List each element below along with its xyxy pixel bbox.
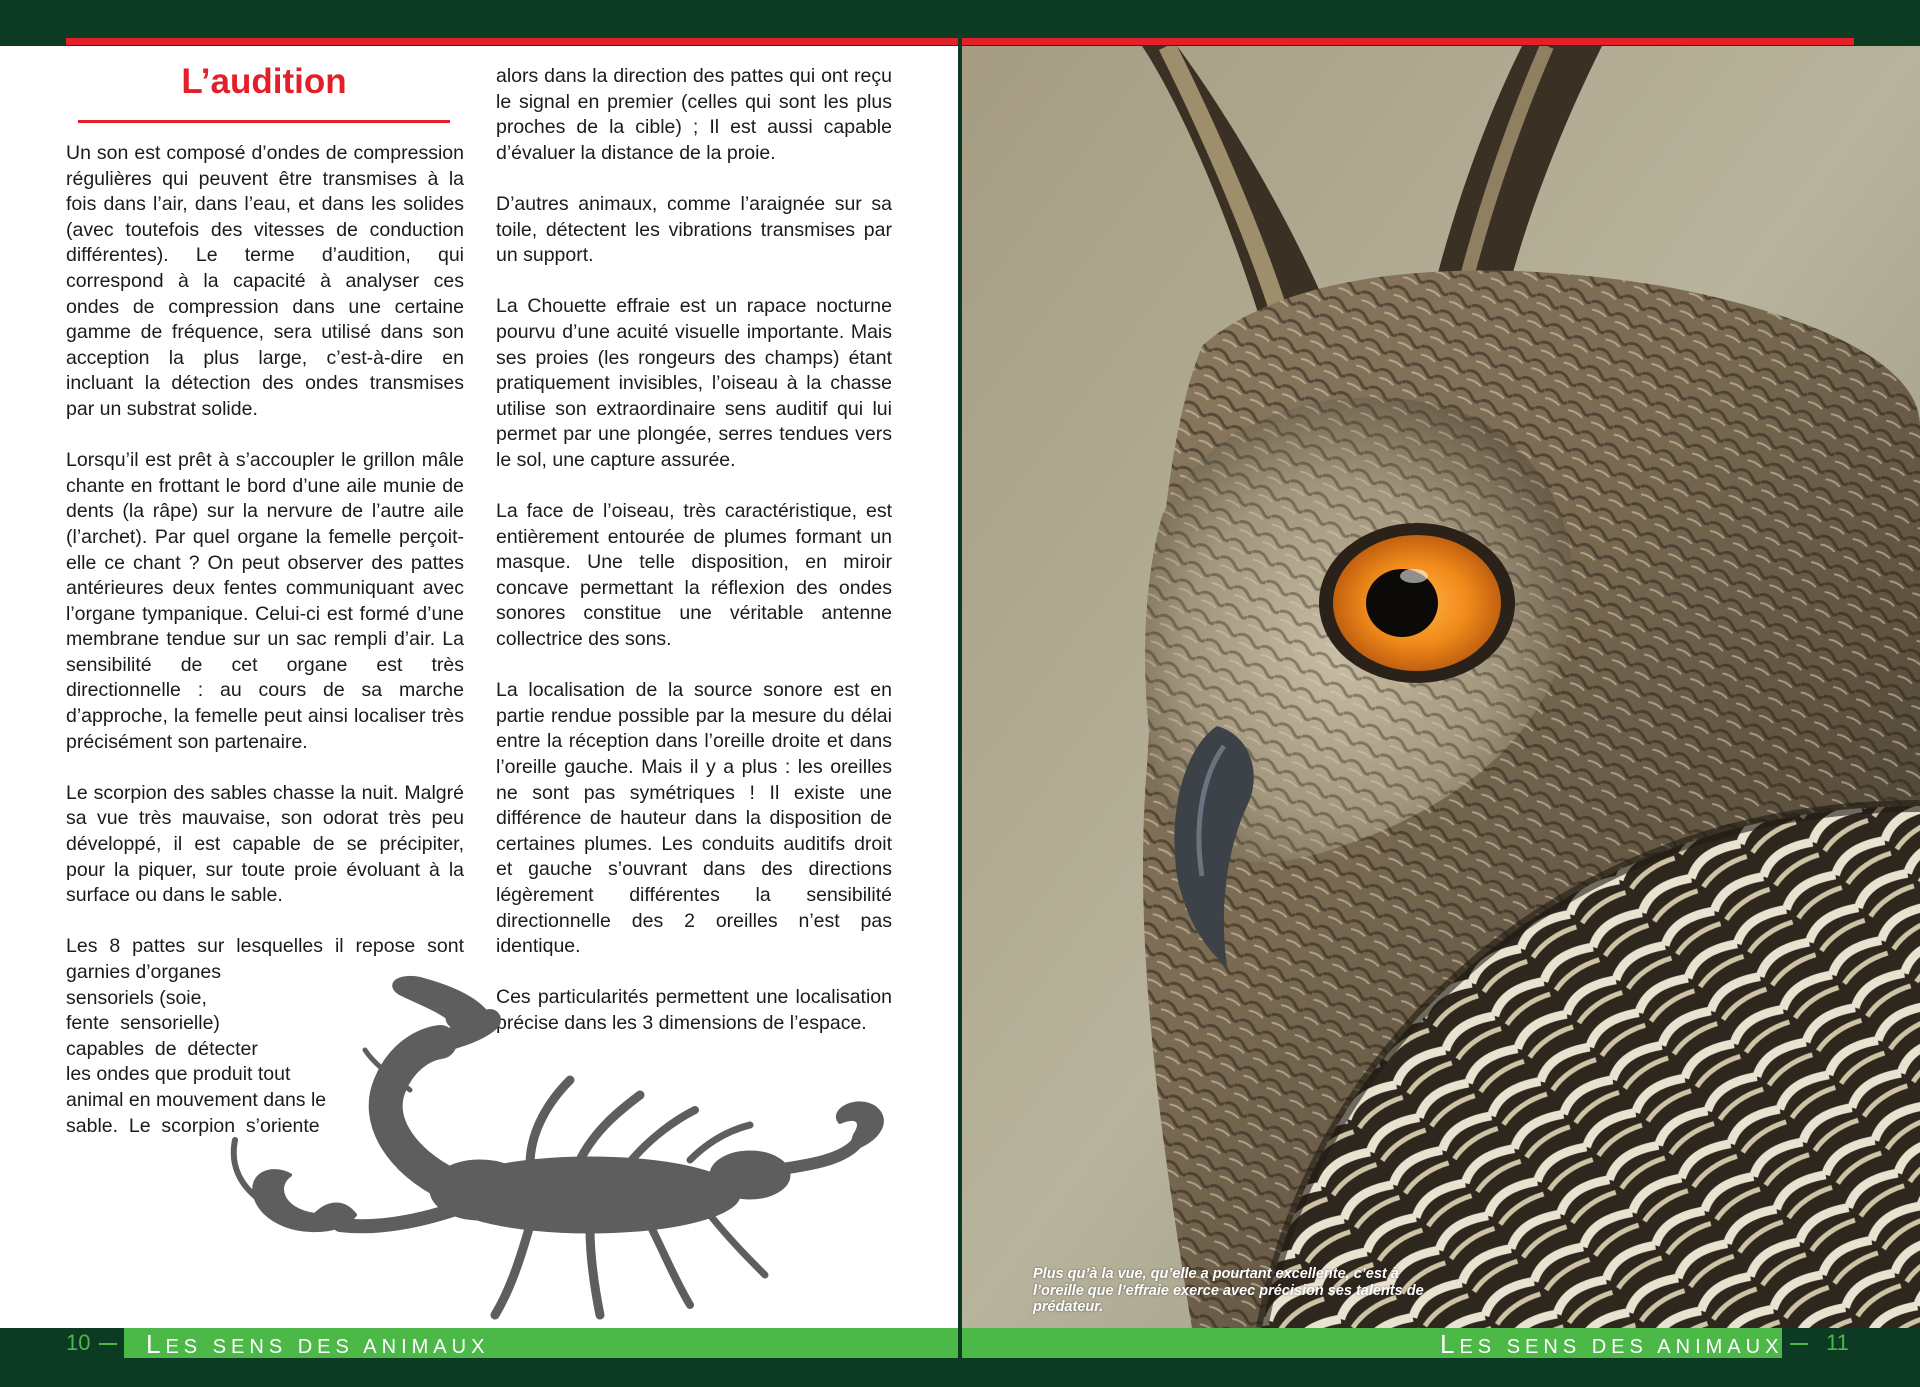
page-number-dash [1790,1343,1808,1345]
paragraph-line: sensoriels (soie, [66,986,207,1009]
text-column-2 [496,64,892,1062]
page-number: 10 [66,1330,91,1355]
paragraph: Un son est composé d’ondes de compression régulières qui peuvent être transmises à la fois dans l’air, dans l’eau, et dans les solides (avec toutefois des vitesses de conduction différentes). Le terme d’audition, qui correspond à la capacité à analyser ces ondes de compression dans une certaine gamme de fréquence, sera utilisé dans son acception la plus large, c’est-à-dire en incluant la détection des ondes transmises par un substrat solide. [66,142,464,420]
running-title [1440,1331,1783,1360]
running-title [146,1331,489,1360]
paragraph-line: garnies d’organes [66,961,222,983]
top-red-rule [66,38,958,45]
running-title-text: ES SENS DES ANIMAUX [1459,1336,1784,1358]
paragraph: alors dans la direction des pattes qui ont reçu le signal en premier (celles qui sont les plus proches de la cible) ; Il est aussi capable d’évaluer la distance de la proie. [496,65,892,164]
paragraph-line: sable. Le scorpion s’oriente [66,1114,320,1137]
paragraph: La face de l’oiseau, très caractéristique, est entièrement entourée de plumes formant un masque. Une telle disposition, en miroir concave permettant la réflexion des ondes sonores constitue une véritable antenne collectrice des sons. [496,500,892,651]
photo-caption: Plus qu’à la vue, qu’elle a pourtant excellente, c’est à l’oreille que l’effraie exerce avec précision ses talents de prédateur. [1033,1266,1424,1315]
scorpion-silhouette [150,970,895,1320]
paragraph-line: animal en mouvement dans le [66,1088,327,1111]
running-title-text: ES SENS DES ANIMAUX [165,1336,490,1358]
heading-underline [78,120,450,123]
paragraph-line: les ondes que produit tout [66,1063,291,1086]
paragraph-line: capables de détecter [66,1037,258,1060]
page-number: 11 [1826,1330,1849,1355]
paragraph: La localisation de la source sonore est en partie rendue possible par la mesure du délai entre la réception dans l’oreille droite et dans l’oreille gauche. Mais il y a plus : les oreilles ne sont pas symétriques ! Il existe une différence de hauteur dans la disposition de certaines plumes. Les conduits auditifs droit et gauche s’ouvrant dans des directions légèrement différentes la sensibilité directionnelle des 2 oreilles n’est pas identique. [496,679,892,958]
paragraph: Lorsqu’il est prêt à s’accoupler le grillon mâle chante en frottant le bord d’une aile munie de dents (la râpe) sur la nervure de l’autre aile (l’archet). Par quel organe la femelle perçoit-elle ce chant ? On peut observer des pattes antérieures deux fentes communiquant avec l’organe tympanique. Celui-ci est formé d’une membrane tendue sur un sac rempli d’air. La sensibilité de cet organe est très directionnelle : au cours de sa marche d’approche, la femelle peut ainsi localiser très précisément son partenaire. [66,449,464,753]
paragraph: Ces particularités permettent une localisation précise dans les 3 dimensions de l’espace. [496,986,892,1034]
paragraph-line: fente sensorielle) [66,1012,220,1035]
running-title-initial: L [1440,1329,1460,1359]
left-page [0,0,958,1387]
paragraph: D’autres animaux, comme l’araignée sur sa toile, détectent les vibrations transmises par un support. [496,192,892,267]
top-red-rule [962,38,1854,45]
paragraph: La Chouette effraie est un rapace nocturne pourvu d’une acuité visuelle importante. Mais ses proies (les rongeurs des champs) étant pratiquement invisibles, l’oiseau à la chasse utilise son extraordinaire sens auditif qui lui permet par une plongée, serres tendues vers le sol, une capture assurée. [496,295,892,471]
page-number-dash [99,1343,117,1345]
paragraph: Le scorpion des sables chasse la nuit. Malgré sa vue très mauvaise, son odorat très peu développé, il est capable de se précipiter, pour la piquer, sur toute proie évoluant à la surface ou dans le sable. [66,781,464,907]
paragraph-line: Les 8 pattes sur lesquelles il repose sont [66,935,464,958]
running-title-initial: L [146,1329,166,1359]
owl-photo [962,46,1920,1328]
page-heading: L’audition [181,62,347,101]
